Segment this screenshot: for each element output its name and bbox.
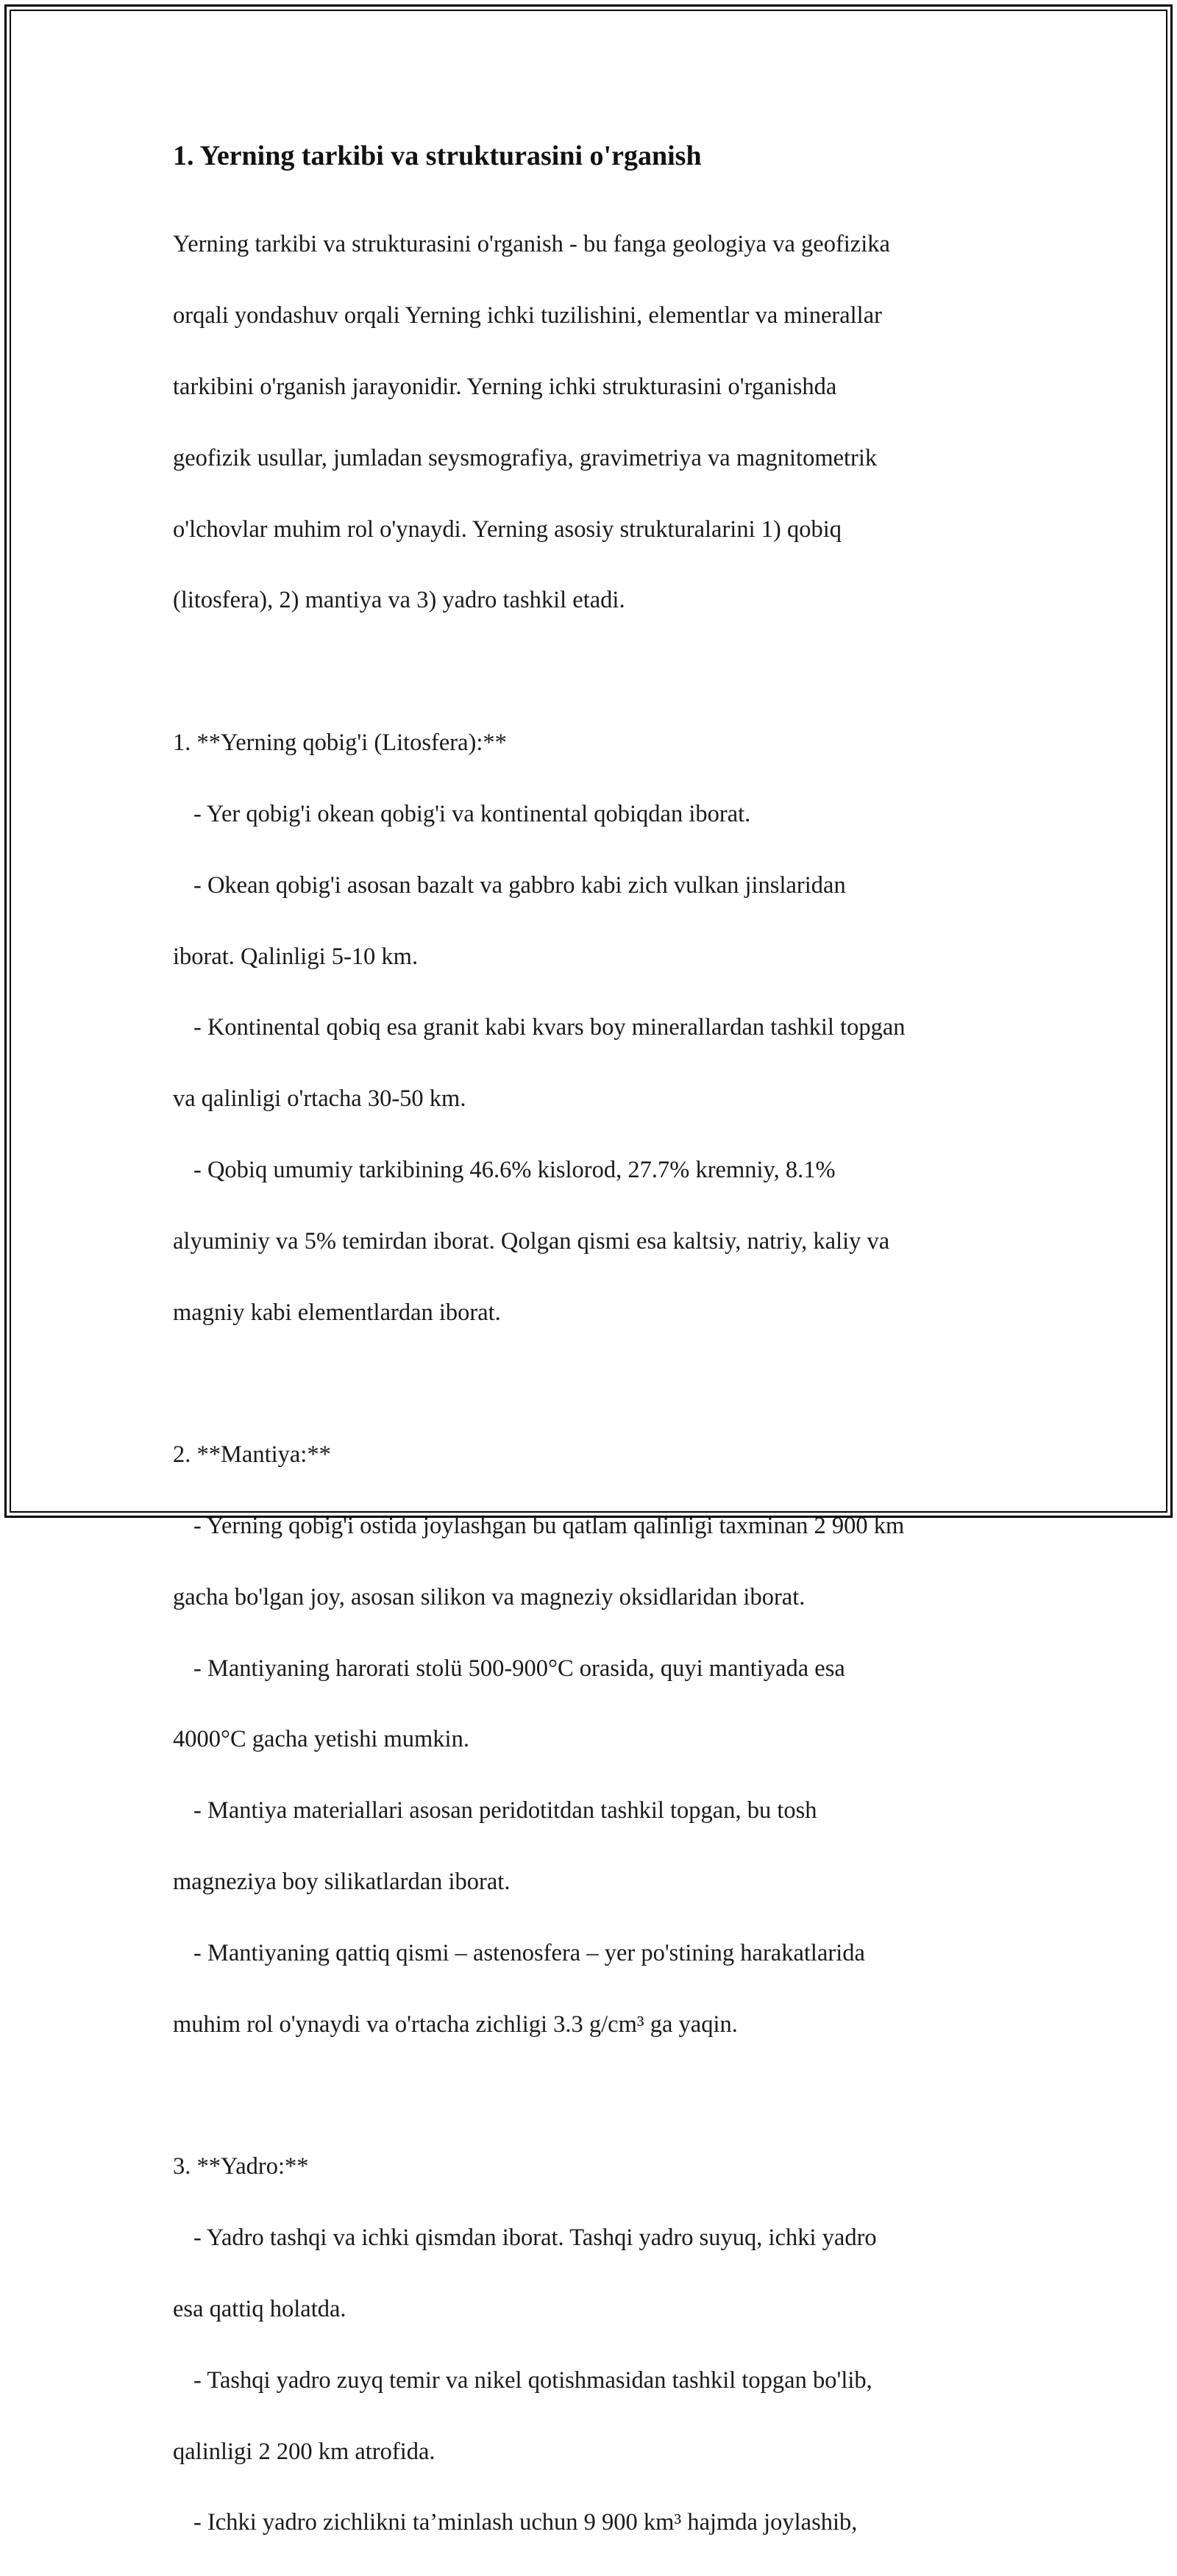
section-heading: 1. **Yerning qobig'i (Litosfera):** [173, 729, 507, 757]
section-line: - Mantiya materiallari asosan peridotitdan tashkil topgan, bu tosh [193, 1797, 817, 1824]
section-line: esa qattiq holatda. [173, 2295, 346, 2322]
section-line: magneziya boy silikatlardan iborat. [173, 1869, 511, 1896]
section-line: muhim rol o'ynaydi va o'rtacha zichligi 3.3 g/cm³ ga yaqin. [173, 2011, 738, 2038]
section-heading: 2. **Mantiya:** [173, 1441, 331, 1469]
intro-line: o'lchovlar muhim rol o'ynaydi. Yerning asosiy strukturalarini 1) qobiq [173, 515, 842, 543]
intro-paragraph [173, 191, 1008, 654]
intro-line: Yerning tarkibi va strukturasini o'rganish - bu fanga geologiya va geofizika [173, 231, 890, 258]
section-line: 4000°C gacha yetishi mumkin. [173, 1726, 469, 1753]
section-line: - Ichki yadro zichlikni ta’minlash uchun 9 900 km³ hajmda joylashib, [193, 2509, 858, 2536]
section-line: - Kontinental qobiq esa granit kabi kvars boy minerallardan tashkil topgan [193, 1014, 906, 1041]
section-line: - Tashqi yadro zuyq temir va nikel qotishmasidan tashkil topgan bo'lib, [193, 2366, 872, 2394]
intro-line: orqali yondashuv orqali Yerning ichki tuzilishini, elementlar va minerallar [173, 302, 882, 329]
section-line: qalinligi 2 200 km atrofida. [173, 2438, 435, 2465]
section-litosfera [173, 690, 1008, 1366]
section-line: - Mantiyaning harorati stolü 500-900°C orasida, quyi mantiyada esa [193, 1655, 845, 1682]
section-line: va qalinligi o'rtacha 30-50 km. [173, 1085, 466, 1113]
section-line: - Mantiyaning qattiq qismi – astenosfera – yer po'stining harakatlarida [193, 1939, 865, 1966]
section-yadro [173, 2113, 1008, 2576]
section-heading: 3. **Yadro:** [173, 2153, 309, 2180]
section-line: - Okean qobig'i asosan bazalt va gabbro kabi zich vulkan jinslaridan [193, 871, 846, 899]
section-line: - Yerning qobig'i ostida joylashgan bu qatlam qalinligi taxminan 2 900 km [193, 1513, 905, 1539]
intro-line: geofizik usullar, jumladan seysmografiya, gravimetriya va magnitometrik [173, 444, 878, 471]
section-mantiya [173, 1402, 1008, 2078]
intro-line: (litosfera), 2) mantiya va 3) yadro tashkil etadi. [173, 587, 625, 614]
document-title: 1. Yerning tarkibi va strukturasini o'rganish [173, 140, 702, 171]
document-content [173, 138, 1008, 2576]
section-line: gacha bo'lgan joy, asosan silikon va magneziy oksidlaridan iborat. [173, 1583, 806, 1610]
section-line: iborat. Qalinligi 5-10 km. [173, 943, 419, 970]
section-line: - Yadro tashqi va ichki qismdan iborat. Tashqi yadro suyuq, ichki yadro [193, 2224, 877, 2252]
section-line: magniy kabi elementlardan iborat. [173, 1299, 501, 1326]
intro-line: tarkibini o'rganish jarayonidir. Yerning ichki strukturasini o'rganishda [173, 374, 837, 401]
section-line: - Qobiq umumiy tarkibining 46.6% kislorod, 27.7% kremniy, 8.1% [193, 1156, 836, 1183]
section-line: alyuminiy va 5% temirdan iborat. Qolgan qismi esa kaltsiy, natriy, kaliy va [173, 1227, 890, 1255]
section-line: - Yer qobig'i okean qobig'i va kontinental qobiqdan iborat. [193, 800, 751, 827]
